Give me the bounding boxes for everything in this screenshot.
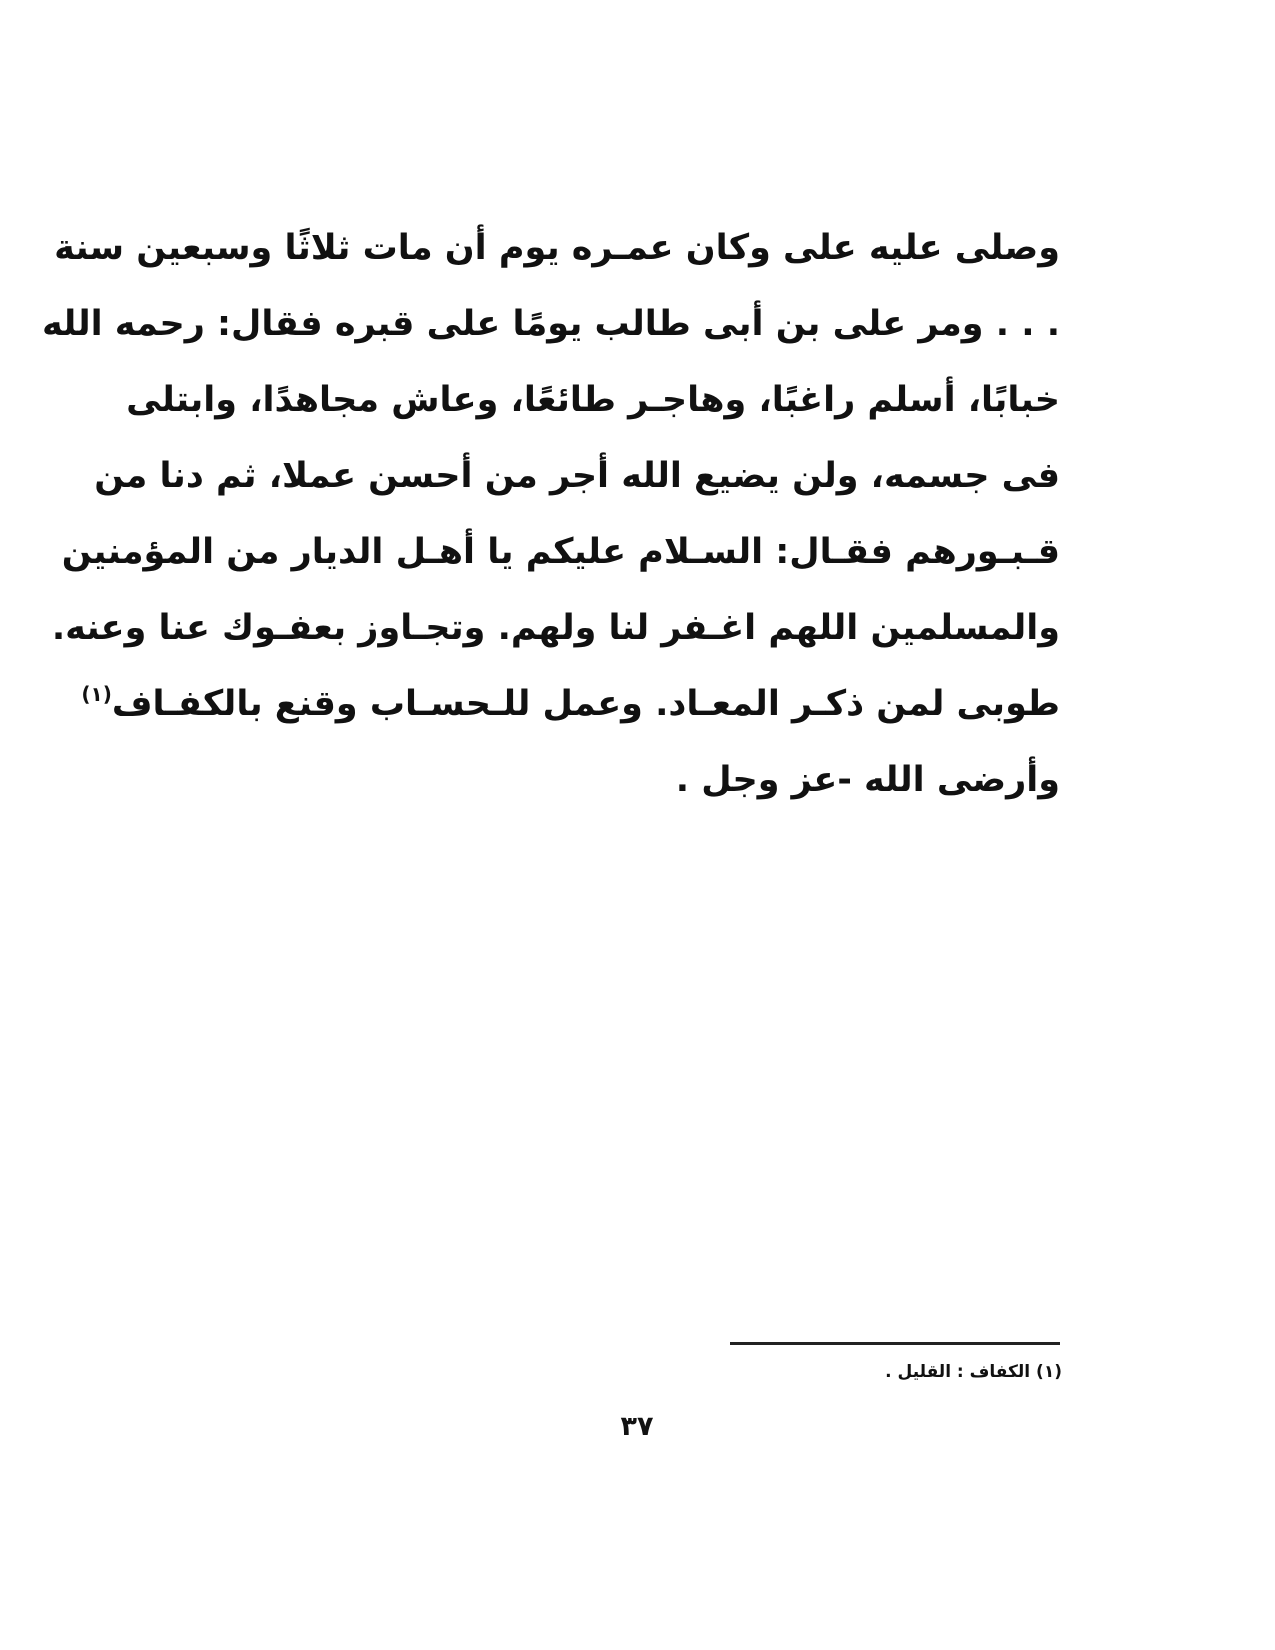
footnote-divider xyxy=(730,1342,1060,1345)
footnote-text: الكفاف : القليل . xyxy=(885,1362,1031,1382)
text-line: وصلى عليه على وكان عمـره يوم أن مات ثلاثًا وسبعين سنة xyxy=(54,228,1060,268)
body-text xyxy=(41,210,1060,818)
text-line: فى جسمه، ولن يضيع الله أجر من أحسن عملا، ثم دنا من xyxy=(94,456,1060,496)
text-line-with-footnote xyxy=(81,666,1060,742)
footnote-marker: (١) xyxy=(1036,1362,1062,1382)
footnote xyxy=(700,1362,1062,1382)
text-line: قـبـورهم فقـال: السـلام عليكم يا أهـل الديار من المؤمنين xyxy=(61,532,1060,572)
text-line: وأرضى الله -عز وجل . xyxy=(675,760,1060,800)
text-line: والمسلمين اللهم اغـفر لنا ولهم. وتجـاوز بعفـوك عنا وعنه. xyxy=(51,608,1060,648)
text-line-content: طوبى لمن ذكـر المعـاد. وعمل للـحسـاب وقنع بالكفـاف xyxy=(111,684,1060,724)
text-line: خبابًا، أسلم راغبًا، وهاجـر طائعًا، وعاش مجاهدًا، وابتلى xyxy=(126,380,1060,420)
text-line: . . . ومر على بن أبى طالب يومًا على قبره فقال: رحمه الله xyxy=(41,304,1060,344)
page-number: ٣٧ xyxy=(620,1411,654,1442)
footnote-reference: (١) xyxy=(81,682,112,706)
